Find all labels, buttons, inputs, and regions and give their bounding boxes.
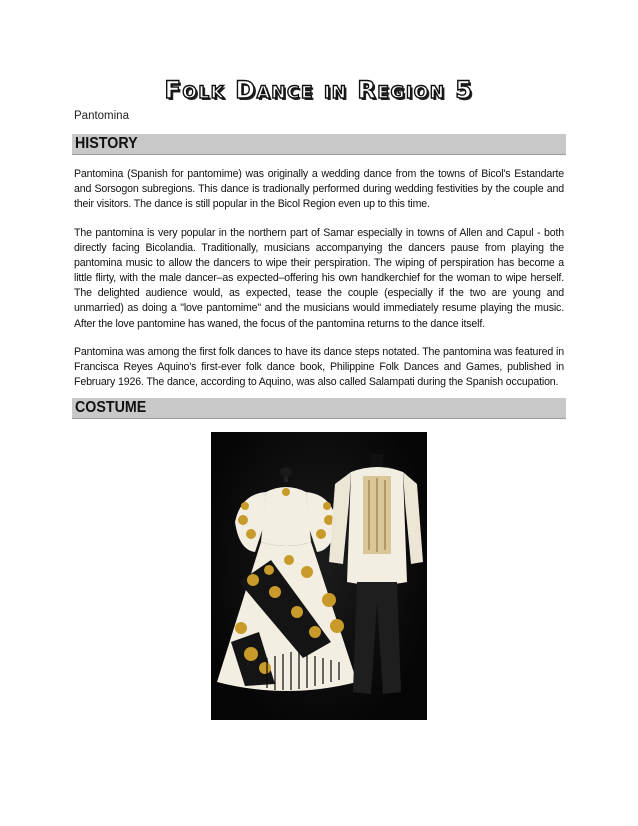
document-title: Folk Dance in Region 5: [164, 76, 474, 104]
history-paragraph-2: The pantomina is very popular in the northern part of Samar especially in towns of Allen and Capul - both directly facing Bicolandia. Traditionally, musicians accompanying the dancers pause from playing the pantomina music to allow the dancers to wipe their perspiration. The wiping of perspiration has become a little flirty, with the male dancer–as expected–offering his own handkerchief for the woman to wipe herself. The delighted audience would, as expected, tease the couple (especially if the two are young and unmarried) as doing a "love pantomime" and the musicians would immediately resume playing the music. After the love pantomine has waned, the focus of the pantomina returns to the dance itself.: [74, 227, 564, 330]
document-subtitle: Pantomina: [74, 110, 129, 122]
history-heading: HISTORY: [75, 135, 138, 152]
history-paragraph-1: Pantomina (Spanish for pantomime) was originally a wedding dance from the towns of Bicol's Estandarte and Sorsogon subregions. This dance is tradionally performed during wedding festivities by the couple and their visitors. The dance is still popular in the Bicol Region even up to this time.: [74, 168, 564, 211]
history-paragraph-3: Pantomina was among the first folk dances to have its dance steps notated. The pantomina was featured in Francisca Reyes Aquino's first-ever folk dance book, Philippine Folk Dances and Games, published in February 1926. The dance, according to Aquino, was also called Salampati during the Spanish occupation.: [74, 346, 564, 389]
history-section-header: [72, 134, 566, 155]
costume-section-header: [72, 398, 566, 419]
costume-photo: [211, 432, 427, 720]
costume-heading: COSTUME: [75, 399, 147, 416]
costume-illustration: [211, 432, 427, 720]
